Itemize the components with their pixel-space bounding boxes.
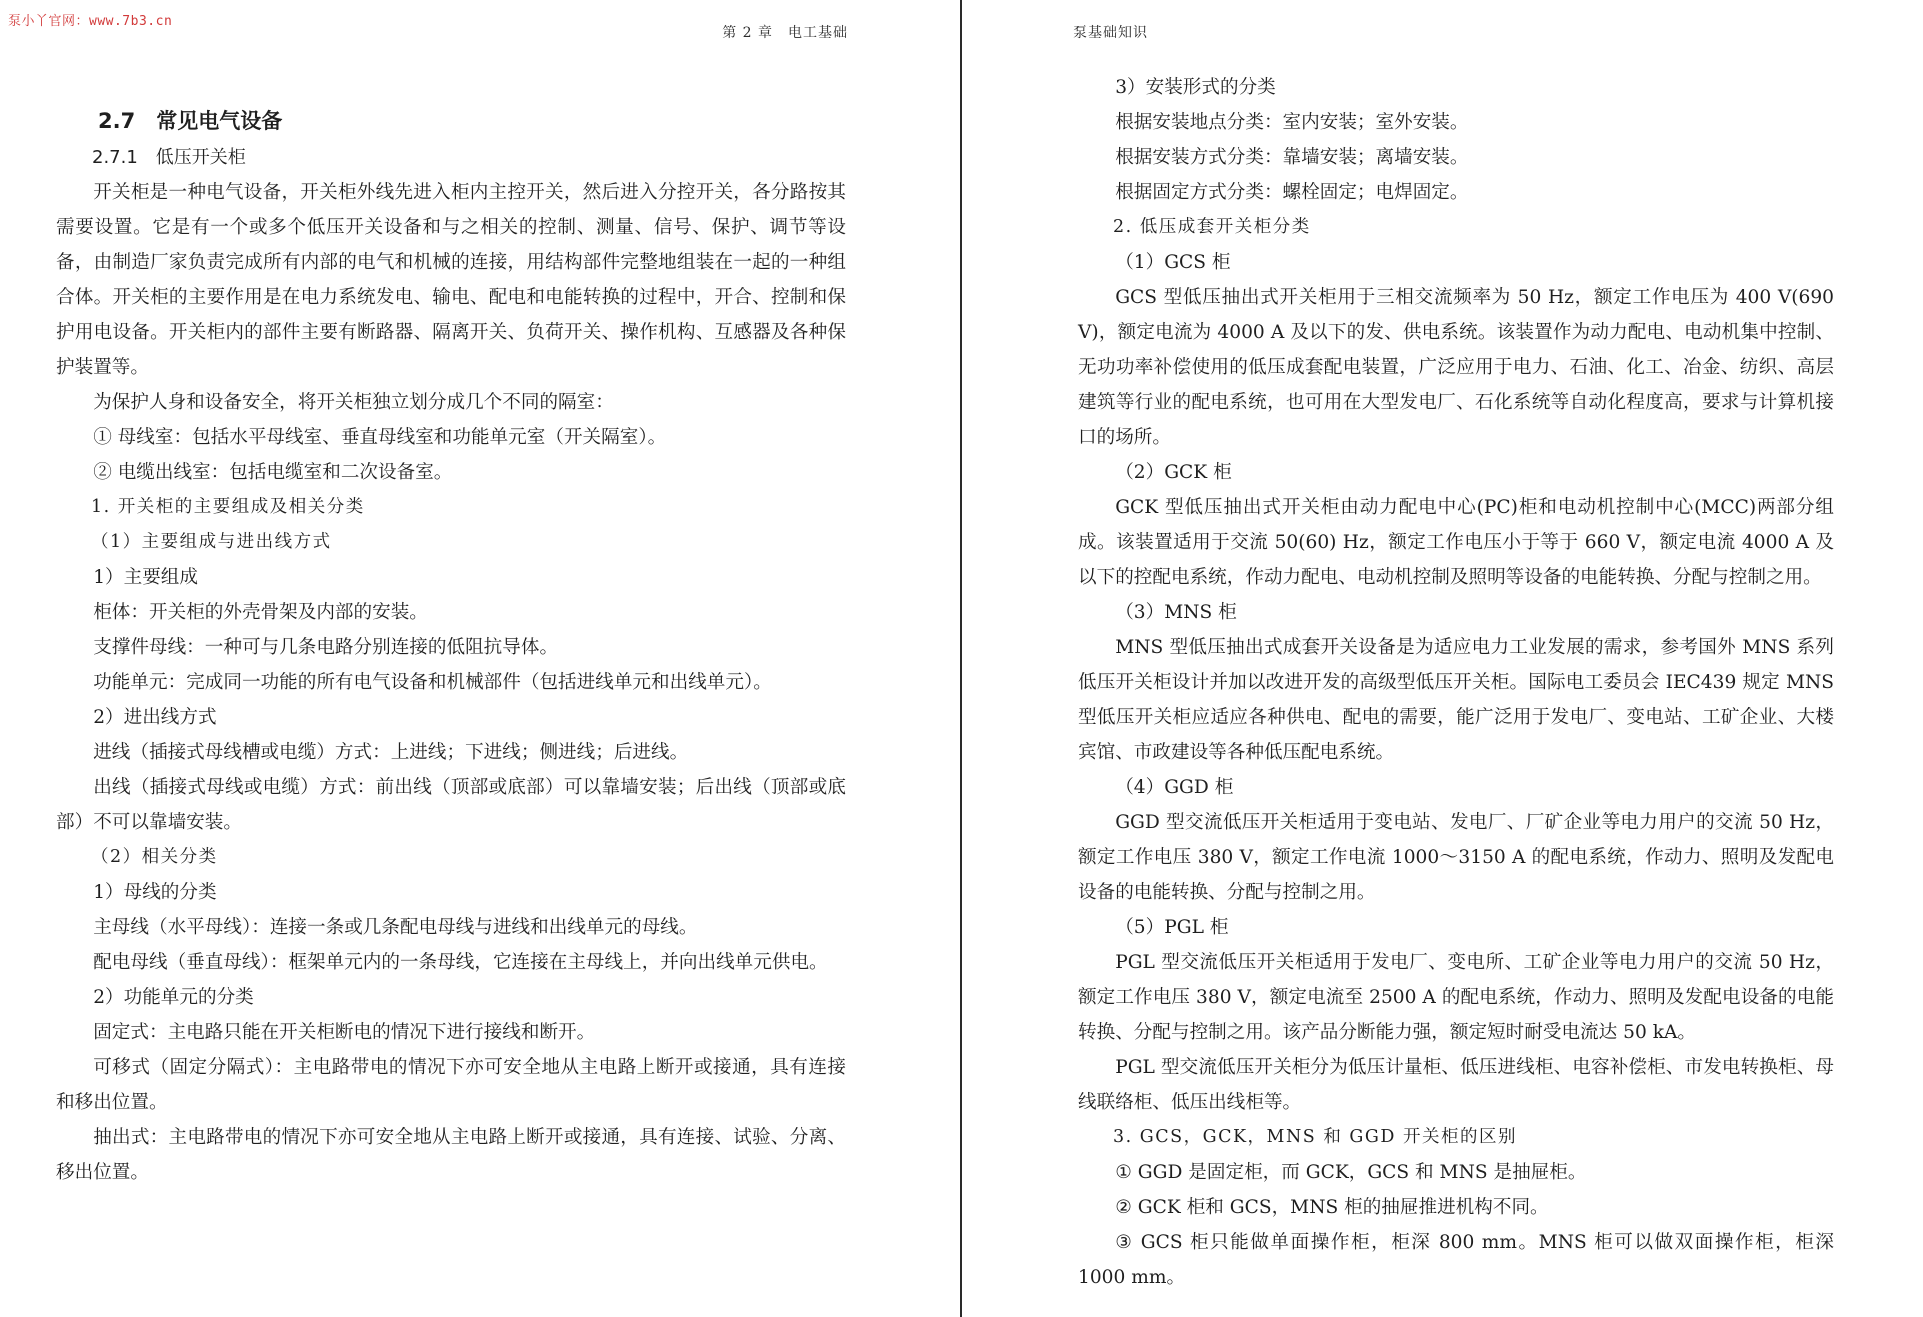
paragraph: 配电母线（垂直母线）：框架单元内的一条母线，它连接在主母线上，并向出线单元供电。: [93, 952, 828, 973]
paragraph: （3）MNS 柜: [1115, 602, 1237, 623]
paragraph: ③ GCS 柜只能做单面操作柜，柜深 800 mm。MNS 柜可以做双面操作柜，柜深 1000 mm。: [1078, 1232, 1834, 1288]
subheading: 1. 开关柜的主要组成及相关分类: [91, 497, 365, 517]
paragraph: ① GGD 是固定柜，而 GCK，GCS 和 MNS 是抽屉柜。: [1115, 1162, 1587, 1183]
left-running-head: 第 2 章 电工基础: [722, 25, 848, 41]
left-page: [0, 0, 958, 1317]
paragraph: 柜体：开关柜的外壳骨架及内部的安装。: [93, 602, 428, 623]
paragraph: PGL 型交流低压开关柜分为低压计量柜、低压进线柜、电容补偿柜、市发电转换柜、母线联络柜、低压出线柜等。: [1078, 1057, 1834, 1113]
paragraph: 根据固定方式分类：螺栓固定；电焊固定。: [1115, 182, 1469, 203]
right-paragraphs: [1078, 70, 1834, 1295]
subsection-title: 2.7.1 低压开关柜: [92, 147, 246, 168]
paragraph: ② GCK 柜和 GCS，MNS 柜的抽屉推进机构不同。: [1115, 1197, 1549, 1218]
watermark: 泵小丫官网：www.7b3.cn: [8, 14, 173, 29]
paragraph: 主母线（水平母线）：连接一条或几条配电母线与进线和出线单元的母线。: [93, 917, 698, 938]
subheading: 2. 低压成套开关柜分类: [1113, 217, 1311, 237]
paragraph: GCS 型低压抽出式开关柜用于三相交流频率为 50 Hz，额定工作电压为 400 V(690 V)，额定电流为 4000 A 及以下的发、供电系统。该装置作为动力配电、电动机集中控制、无功功率补偿使用的低压成套配电装置，广泛应用于电力、石油、化工、冶金、纺织、高层建筑等行业的配电系统，也可用在大型发电厂、石化系统等自动化程度高，要求与计算机接口的场所。: [1078, 287, 1834, 448]
paragraph: 2）进出线方式: [93, 707, 217, 728]
paragraph: 进线（插接式母线槽或电缆）方式：上进线；下进线；侧进线；后进线。: [93, 742, 689, 763]
right-running-head: 泵基础知识: [1073, 25, 1148, 41]
paragraph: 功能单元：完成同一功能的所有电气设备和机械部件（包括进线单元和出线单元）。: [93, 672, 772, 693]
paragraph: GCK 型低压抽出式开关柜由动力配电中心(PC)柜和电动机控制中心(MCC)两部分组成。该装置适用于交流 50(60) Hz，额定工作电压小于等于 660 V，额定电流 4000 A 及以下的控配电系统，作动力配电、电动机控制及照明等设备的电能转换、分配与控制之用。: [1078, 497, 1834, 588]
paragraph: 可移式（固定分隔式）：主电路带电的情况下亦可安全地从主电路上断开或接通，具有连接和移出位置。: [56, 1057, 846, 1113]
paragraph: 支撑件母线：一种可与几条电路分别连接的低阻抗导体。: [93, 637, 559, 658]
paragraph: 开关柜是一种电气设备，开关柜外线先进入柜内主控开关，然后进入分控开关，各分路按其需要设置。它是有一个或多个低压开关设备和与之相关的控制、测量、信号、保护、调节等设备，由制造厂家负责完成所有内部的电气和机械的连接，用结构部件完整地组装在一起的一种组合体。开关柜的主要作用是在电力系统发电、输电、配电和电能转换的过程中，开合、控制和保护用电设备。开关柜内的部件主要有断路器、隔离开关、负荷开关、操作机构、互感器及各种保护装置等。: [56, 182, 846, 378]
paragraph: ① 母线室：包括水平母线室、垂直母线室和功能单元室（开关隔室）。: [93, 427, 667, 448]
paragraph: 1）主要组成: [93, 567, 198, 588]
paragraph: 固定式：主电路只能在开关柜断电的情况下进行接线和断开。: [93, 1022, 596, 1043]
paragraph: ② 电缆出线室：包括电缆室和二次设备室。: [93, 462, 453, 483]
left-page-content: [56, 102, 846, 1190]
paragraph: GGD 型交流低压开关柜适用于变电站、发电厂、厂矿企业等电力用户的交流 50 Hz，额定工作电压 380 V，额定工作电流 1000～3150 A 的配电系统，作动力、照明及发配电设备的电能转换、分配与控制之用。: [1078, 812, 1834, 903]
section-title: 2.7 常见电气设备: [98, 109, 283, 133]
paragraph: （2）GCK 柜: [1115, 462, 1232, 483]
paragraph: 为保护人身和设备安全，将开关柜独立划分成几个不同的隔室：: [93, 392, 614, 413]
paragraph: （4）GGD 柜: [1115, 777, 1234, 798]
subheading: 3. GCS，GCK，MNS 和 GGD 开关柜的区别: [1113, 1127, 1517, 1147]
paragraph: 抽出式：主电路带电的情况下亦可安全地从主电路上断开或接通，具有连接、试验、分离、移出位置。: [56, 1127, 846, 1183]
subheading: （1）主要组成与进出线方式: [91, 532, 332, 552]
paragraph: 3）安装形式的分类: [1115, 77, 1276, 98]
paragraph: 2）功能单元的分类: [93, 987, 254, 1008]
paragraph: 1）母线的分类: [93, 882, 217, 903]
paragraph: MNS 型低压抽出式成套开关设备是为适应电力工业发展的需求，参考国外 MNS 系列低压开关柜设计并加以改进开发的高级型低压开关柜。国际电工委员会 IEC439 规定 MNS 型低压开关柜应适应各种供电、配电的需要，能广泛用于发电厂、变电站、工矿企业、大楼宾馆、市政建设等各种低压配电系统。: [1078, 637, 1834, 763]
paragraph: （5）PGL 柜: [1115, 917, 1229, 938]
left-paragraphs: [56, 175, 846, 1190]
paragraph: PGL 型交流低压开关柜适用于发电厂、变电所、工矿企业等电力用户的交流 50 Hz，额定工作电压 380 V，额定电流至 2500 A 的配电系统，作动力、照明及发配电设备的电能转换、分配与控制之用。该产品分断能力强，额定短时耐受电流达 50 kA。: [1078, 952, 1834, 1043]
paragraph: 根据安装方式分类：靠墙安装；离墙安装。: [1115, 147, 1469, 168]
subheading: （2）相关分类: [91, 847, 218, 867]
right-page-content: [1078, 70, 1834, 1295]
paragraph: （1）GCS 柜: [1115, 252, 1231, 273]
page-divider: [960, 0, 962, 1317]
paragraph: 出线（插接式母线或电缆）方式：前出线（顶部或底部）可以靠墙安装；后出线（顶部或底部）不可以靠墙安装。: [56, 777, 846, 833]
paragraph: 根据安装地点分类：室内安装；室外安装。: [1115, 112, 1469, 133]
right-page: [963, 0, 1923, 1317]
